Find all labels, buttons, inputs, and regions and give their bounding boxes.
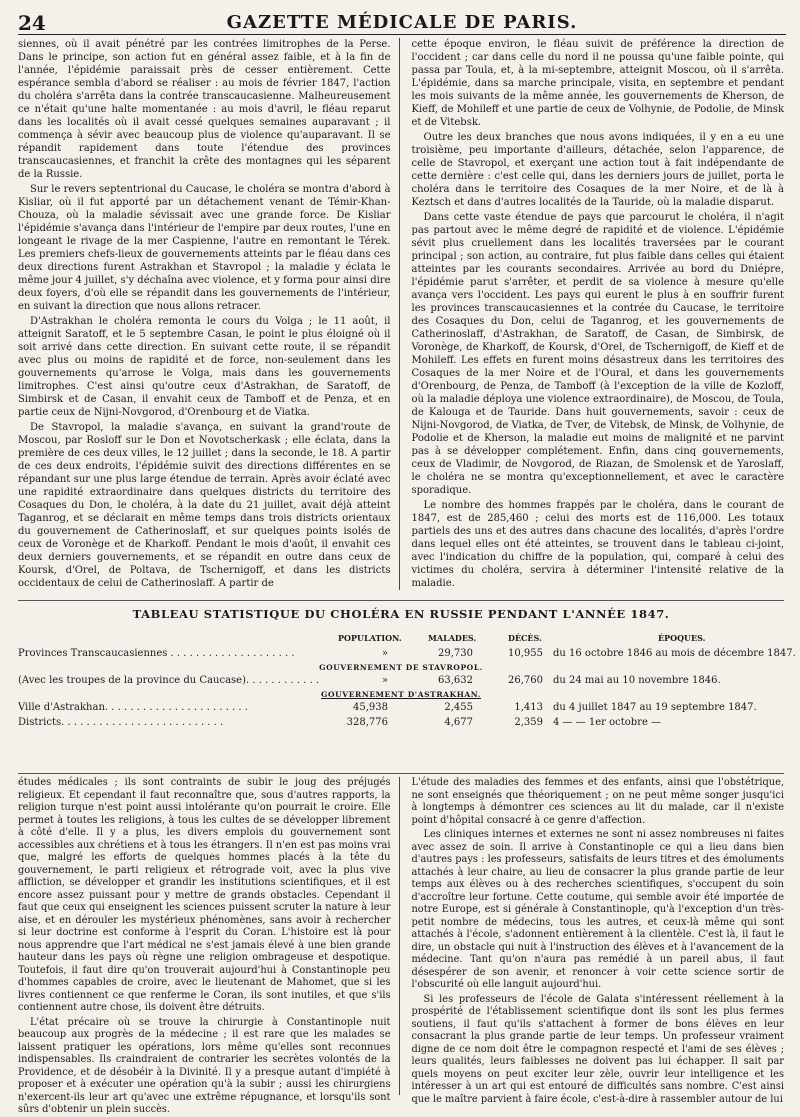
paragraph: L'état précaire où se trouve la chirurgie à Constantinople nuit beaucoup aux progrès de la médecine ; il est rare que les malades se laissent pratiquer les opérations, lors même qu'elles sont reconnues indispensables. Ils craindraient de contrarier les secrètes volontés de la Providence, et de désobéir à la Divinité. Il y a presque autant d'impiété à proposer et à exécuter une opération qu'à la subir ; aussi les chirurgiens n'exercent-ils leur art qu'avec une extrême répugnance, et lorsqu'ils sont sûrs d'obtenir un plein succès. (18, 1016, 391, 1115)
statistics-table (18, 600, 796, 774)
page-header (18, 8, 786, 35)
row-deces: 26,760 (508, 675, 543, 686)
top-right-column (412, 38, 785, 590)
table-subheading: GOUVERNEMENT D'ASTRAKHAN. (321, 690, 481, 699)
table-body (18, 647, 796, 731)
row-epoques: du 24 mai au 10 novembre 1846. (553, 675, 721, 686)
row-epoques: 4 — — 1er octobre — (553, 717, 662, 728)
paragraph: Si les professeurs de l'école de Galata s'intéressent réellement à la prospérité de l'établissement scientifique dont ils sont les plus fermes soutiens, il faut qu'ils s'attachent à former de bons élèves en leur consacrant la plus grande partie de leur temps. Un professeur vraiment digne de ce nom doit être le compagnon respecté et l'ami de ses élèves ; leurs qualités, leurs faiblesses ne doivent pas lui échapper. Il sait par quels moyens on peut exciter leur zèle, ouvrir leur intelligence et les intéresser à un art qui est entouré de difficultés sans nombre. C'est ainsi que le maître parvient à faire école, c'est-à-dire à rassembler autour de lui (411, 993, 784, 1105)
row-malades: 29,730 (438, 648, 473, 659)
table-header (18, 629, 784, 647)
table-row (18, 647, 796, 662)
row-name: (Avec les troupes de la province du Caucase). . . . . . . . . . . . (18, 675, 320, 686)
row-epoques: du 4 juillet 1847 au 19 septembre 1847. (553, 702, 757, 713)
paragraph: Le nombre des hommes frappés par le choléra, dans le courant de 1847, est de 285,460 ; celui des morts est de 116,000. Les totaux partiels des uns et des autres dans chacune des localités, d'après l'ordre dans lequel elles ont été atteintes, se trouvent dans le tableau ci-joint, avec l'indication du chiffre de la population, qui, comparé à celui des victimes du choléra, servira à déterminer l'intensité relative de la maladie. (411, 500, 784, 589)
bottom-columns (18, 777, 784, 1115)
row-name: Districts. . . . . . . . . . . . . . . . . . . . . . . . . . (18, 717, 224, 728)
paragraph: Dans cette vaste étendue de pays que parcourut le choléra, il n'agit pas partout avec le même degré de rapidité et de violence. L'épidémie sévit plus cruellement dans les localités traversées par le courant principal ; son action, au contraire, fut plus faible dans celles qui étaient atteintes par les courants secondaires. Arrivée au bord du Dniépre, l'épidémie parut s'arrêter, et perdit de sa violence à mesure qu'elle avança vers l'occident. Les pays qui eurent le plus à en souffrir furent les provinces transcaucasiennes et la contrée du Caucase, le territoire des Cosaques du Don, celui de Taganrog, et les gouvernements de Catherinoslaff, d'Astrakhan, de Saratoff, de Casan, de Simbirsk, de Voronège, de Kharkoff, de Koursk, d'Orel, de Tschernigoff, de Kieff et de Mohileff. Les effets en furent moins désastreux dans les territoires des Cosaques de la mer Noire et de l'Oural, et dans les gouvernements d'Orenbourg, de Penza, de Tamboff (à l'exception de la ville de Kozloff, où la maladie déploya une violence extraordinaire), de Moscou, de Toula, de Kalouga et de Tauride. Dans huit gouvernements, savoir : ceux de Nijni-Novgorod, de Viatka, de Tver, de Vitebsk, de Minsk, de Volhynie, de Podolie et de Kherson, la maladie eut moins de malignité et ne parvint pas à se développer complétement. Enfin, dans cinq gouvernements, ceux de Vladimir, de Novgorod, de Riazan, de Smolensk et de Yaroslaff, le choléra ne se montra qu'exceptionnellement, et avec le caractère sporadique. (411, 212, 784, 496)
row-deces: 1,413 (514, 702, 543, 713)
table-row (18, 701, 784, 716)
row-population: 45,938 (353, 702, 388, 713)
header-population: POPULATION. (338, 633, 402, 643)
row-malades: 63,632 (438, 675, 473, 686)
row-population: » (381, 648, 388, 659)
row-epoques: du 16 octobre 1846 au mois de décembre 1847. (553, 648, 796, 659)
row-name: Ville d'Astrakhan. . . . . . . . . . . . . . . . . . . . . . . (18, 702, 248, 713)
row-population: » (381, 675, 388, 686)
table-row (18, 716, 784, 731)
row-deces: 10,955 (508, 648, 543, 659)
paragraph: Outre les deux branches que nous avons indiquées, il y en a eu une troisième, peu importante d'ailleurs, détachée, selon l'apparence, de celle de Stavropol, et exerçant une action tout à fait indépendante de cette dernière : c'est celle qui, dans les derniers jours de juillet, porta le choléra dans le territoire des Cosaques de la mer Noire, et de là à Keztsch et dans d'autres localités de la Tauride, où la maladie disparut. (411, 132, 784, 208)
table-row (18, 674, 784, 689)
bottom-right-column (411, 777, 785, 1105)
row-malades: 4,677 (444, 717, 473, 728)
row-name: Provinces Transcaucasiennes . . . . . . . . . . . . . . . . . . . . (18, 648, 295, 659)
paragraph: Sur le revers septentrional du Caucase, le choléra se montra d'abord à Kisliar, où il fut apporté par un détachement venant de Témir-Khan-Chouza, où la maladie sévissait avec une grande force. De Kisliar l'épidémie s'avança dans l'intérieur de l'empire par deux routes, l'une en longeant le rivage de la mer Caspienne, l'autre en remontant le Térek. Les premiers chefs-lieux de gouvernements atteints par le fléau dans ces deux directions furent Astrakhan et Stavropol ; la maladie y éclata le même jour 4 juillet, s'y déchaîna avec violence, et y forma pour ainsi dire deux foyers, d'où elle se répandit dans les gouvernements de l'intérieur, en suivant la direction que nous allons retracer. (18, 184, 391, 312)
bottom-left-column (18, 777, 400, 1115)
header-epoques: ÉPOQUES. (658, 633, 706, 643)
paragraph: cette époque environ, le fléau suivit de préférence la direction de l'occident ; car dans celle du nord il ne poussa qu'une faible pointe, qui passa par Toula, et, à la mi-septembre, atteignit Moscou, où il s'arrêta. L'épidémie, dans sa marche principale, visita, en septembre et pendant les mois suivants de la même année, les gouvernements de Kherson, de Kieff, de Mohileff et une partie de ceux de Volhynie, de Podolie, de Minsk et de Vitebsk. (411, 39, 784, 128)
paragraph: Les cliniques internes et externes ne sont ni assez nombreuses ni faites avec assez de soin. Il arrive à Constantinople ce qui a lieu dans bien d'autres pays : les professeurs, satisfaits de leurs titres et des émoluments attachés à leur chaire, au lieu de consacrer la plus grande partie de leur temps aux élèves ou à des recherches scientifiques, s'occupent du soin d'accroître leur fortune. Cette coutume, qui semble avoir été importée de notre Europe, est si générale à Constantinople, qu'à l'exception d'un très-petit nombre de médecins, tous les autres, et ceux-là même qui sont attachés à l'école, s'adonnent entièrement à la clientèle. C'est là, il faut le dire, un obstacle qui nuit à l'instruction des élèves et à l'avancement de la médecine. Tant qu'on n'aura pas remédié à un pareil abus, il faut désespérer de son avenir, et renoncer à voir cette science sortir de l'obscurité où elle languit aujourd'hui. (411, 829, 784, 990)
top-columns (18, 38, 784, 590)
table-title: TABLEAU STATISTIQUE DU CHOLÉRA EN RUSSIE PENDANT L'ANNÉE 1847. (132, 607, 670, 621)
paragraph: De Stavropol, la maladie s'avança, en suivant la grand'route de Moscou, par Rosloff sur le Don et Novotscherkask ; elle éclata, dans la première de ces deux villes, le 12 juillet ; dans la seconde, le 18. A partir de ces deux endroits, l'épidémie suivit des directions différentes en se répandant sur une plus large étendue de terrain. Après avoir éclaté avec une rapidité extraordinaire dans quelques districts du territoire des Cosaques du Don, le choléra, à la date du 21 juillet, avait déjà atteint Taganrog, et se déclarait en même temps dans trois districts orientaux du gouvernement de Catherinoslaff, et sur quelques points isolés de ceux de Voronège et de Kharkoff. Pendant le mois d'août, il envahit ces deux derniers gouvernements, et se répandit en outre dans ceux de Koursk, d'Orel, de Poltava, de Tschernigoff, et dans les districts occidentaux de celui de Catherinoslaff. A partir de (18, 422, 391, 589)
row-malades: 2,455 (444, 702, 473, 713)
masthead-title: GAZETTE MÉDICALE DE PARIS. (226, 12, 578, 33)
top-left-column (18, 38, 400, 590)
paragraph: D'Astrakhan le choléra remonta le cours du Volga ; le 11 août, il atteignit Saratoff, et le 5 septembre Casan, le point le plus éloigné où il soit arrivé dans cette direction. En suivant cette route, il se répandit avec plus ou moins de rapidité et de force, non-seulement dans les gouvernements qu'arrose le Volga, mais dans les gouvernements limitrophes. C'est ainsi qu'outre ceux d'Astrakhan, de Saratoff, de Simbirsk et de Casan, il envahit ceux de Tamboff et de Penza, et en partie ceux de Nijni-Novgorod, d'Orenbourg et de Viatka. (18, 316, 391, 418)
row-population: 328,776 (346, 717, 388, 728)
header-deces: DÉCÈS. (508, 633, 542, 643)
paragraph: L'étude des maladies des femmes et des enfants, ainsi que l'obstétrique, ne sont enseignés que théoriquement ; on ne peut même songer jusqu'ici à longtemps à démontrer ces sciences au lit du malade, car il n'existe point d'hôpital consacré à ce genre d'affection. (411, 777, 784, 826)
paragraph: siennes, où il avait pénétré par les contrées limitrophes de la Perse. Dans le principe, son action fut en général assez faible, et à la fin de l'année, l'épidémie paraissait près de cesser entièrement. Cette espérance sembla d'abord se réaliser : au mois de février 1847, l'action du choléra s'arrêta dans la contrée transcaucasienne. Malheureusement ce n'était qu'une halte momentanée : au mois d'avril, le fléau reparut dans les localités où il avait cessé quelques semaines auparavant ; il commença à sévir avec beaucoup plus de violence qu'auparavant. Il se répandit rapidement dans toute l'étendue des provinces transcaucasiennes, et franchit la crête des montagnes qui les séparent de la Russie. (18, 39, 391, 180)
row-deces: 2,359 (514, 717, 543, 728)
paragraph: études médicales ; ils sont contraints de subir le joug des préjugés religieux. Et cependant il faut reconnaître que, sous d'autres rapports, la religion turque n'est point aussi intolérante qu'on pourrait le croire. Elle permet à toutes les religions, à tous les cultes de se développer librement à côté d'elle. Il y a plus, les divers emplois du gouvernement sont accessibles aux chrétiens et à tous les étrangers. Il n'en est pas moins vrai que, malgré les efforts de quelques hommes placés à la tête du gouvernement, le parti religieux et rétrograde voit, avec la plus vive affliction, se développer et grandir les institutions scientifiques, et il est encore assez puissant pour y mettre de grands obstacles. Cependant il faut que ceux qui enseignent les sciences puissent scruter la nature à leur aise, et en dérouler les mystérieux phénomènes, sans avoir à rechercher si leur doctrine est conforme à l'esprit du Coran. L'histoire est là pour nous apprendre que l'art médical ne s'est jamais élevé à une bien grande hauteur dans les pays où règne une religion ombrageuse et despotique. Toutefois, il faut dire qu'on trouverait aujourd'hui à Constantinople peu d'hommes capables de croire, avec le lieutenant de Mahomet, que si les livres contiennent ce que renferme le Coran, ils sont inutiles, et que s'ils contiennent autre chose, ils doivent être détruits. (18, 777, 391, 1013)
page-number: 24 (18, 11, 46, 35)
header-malades: MALADES. (428, 633, 477, 643)
table-subheading: GOUVERNEMENT DE STAVROPOL. (319, 663, 483, 672)
